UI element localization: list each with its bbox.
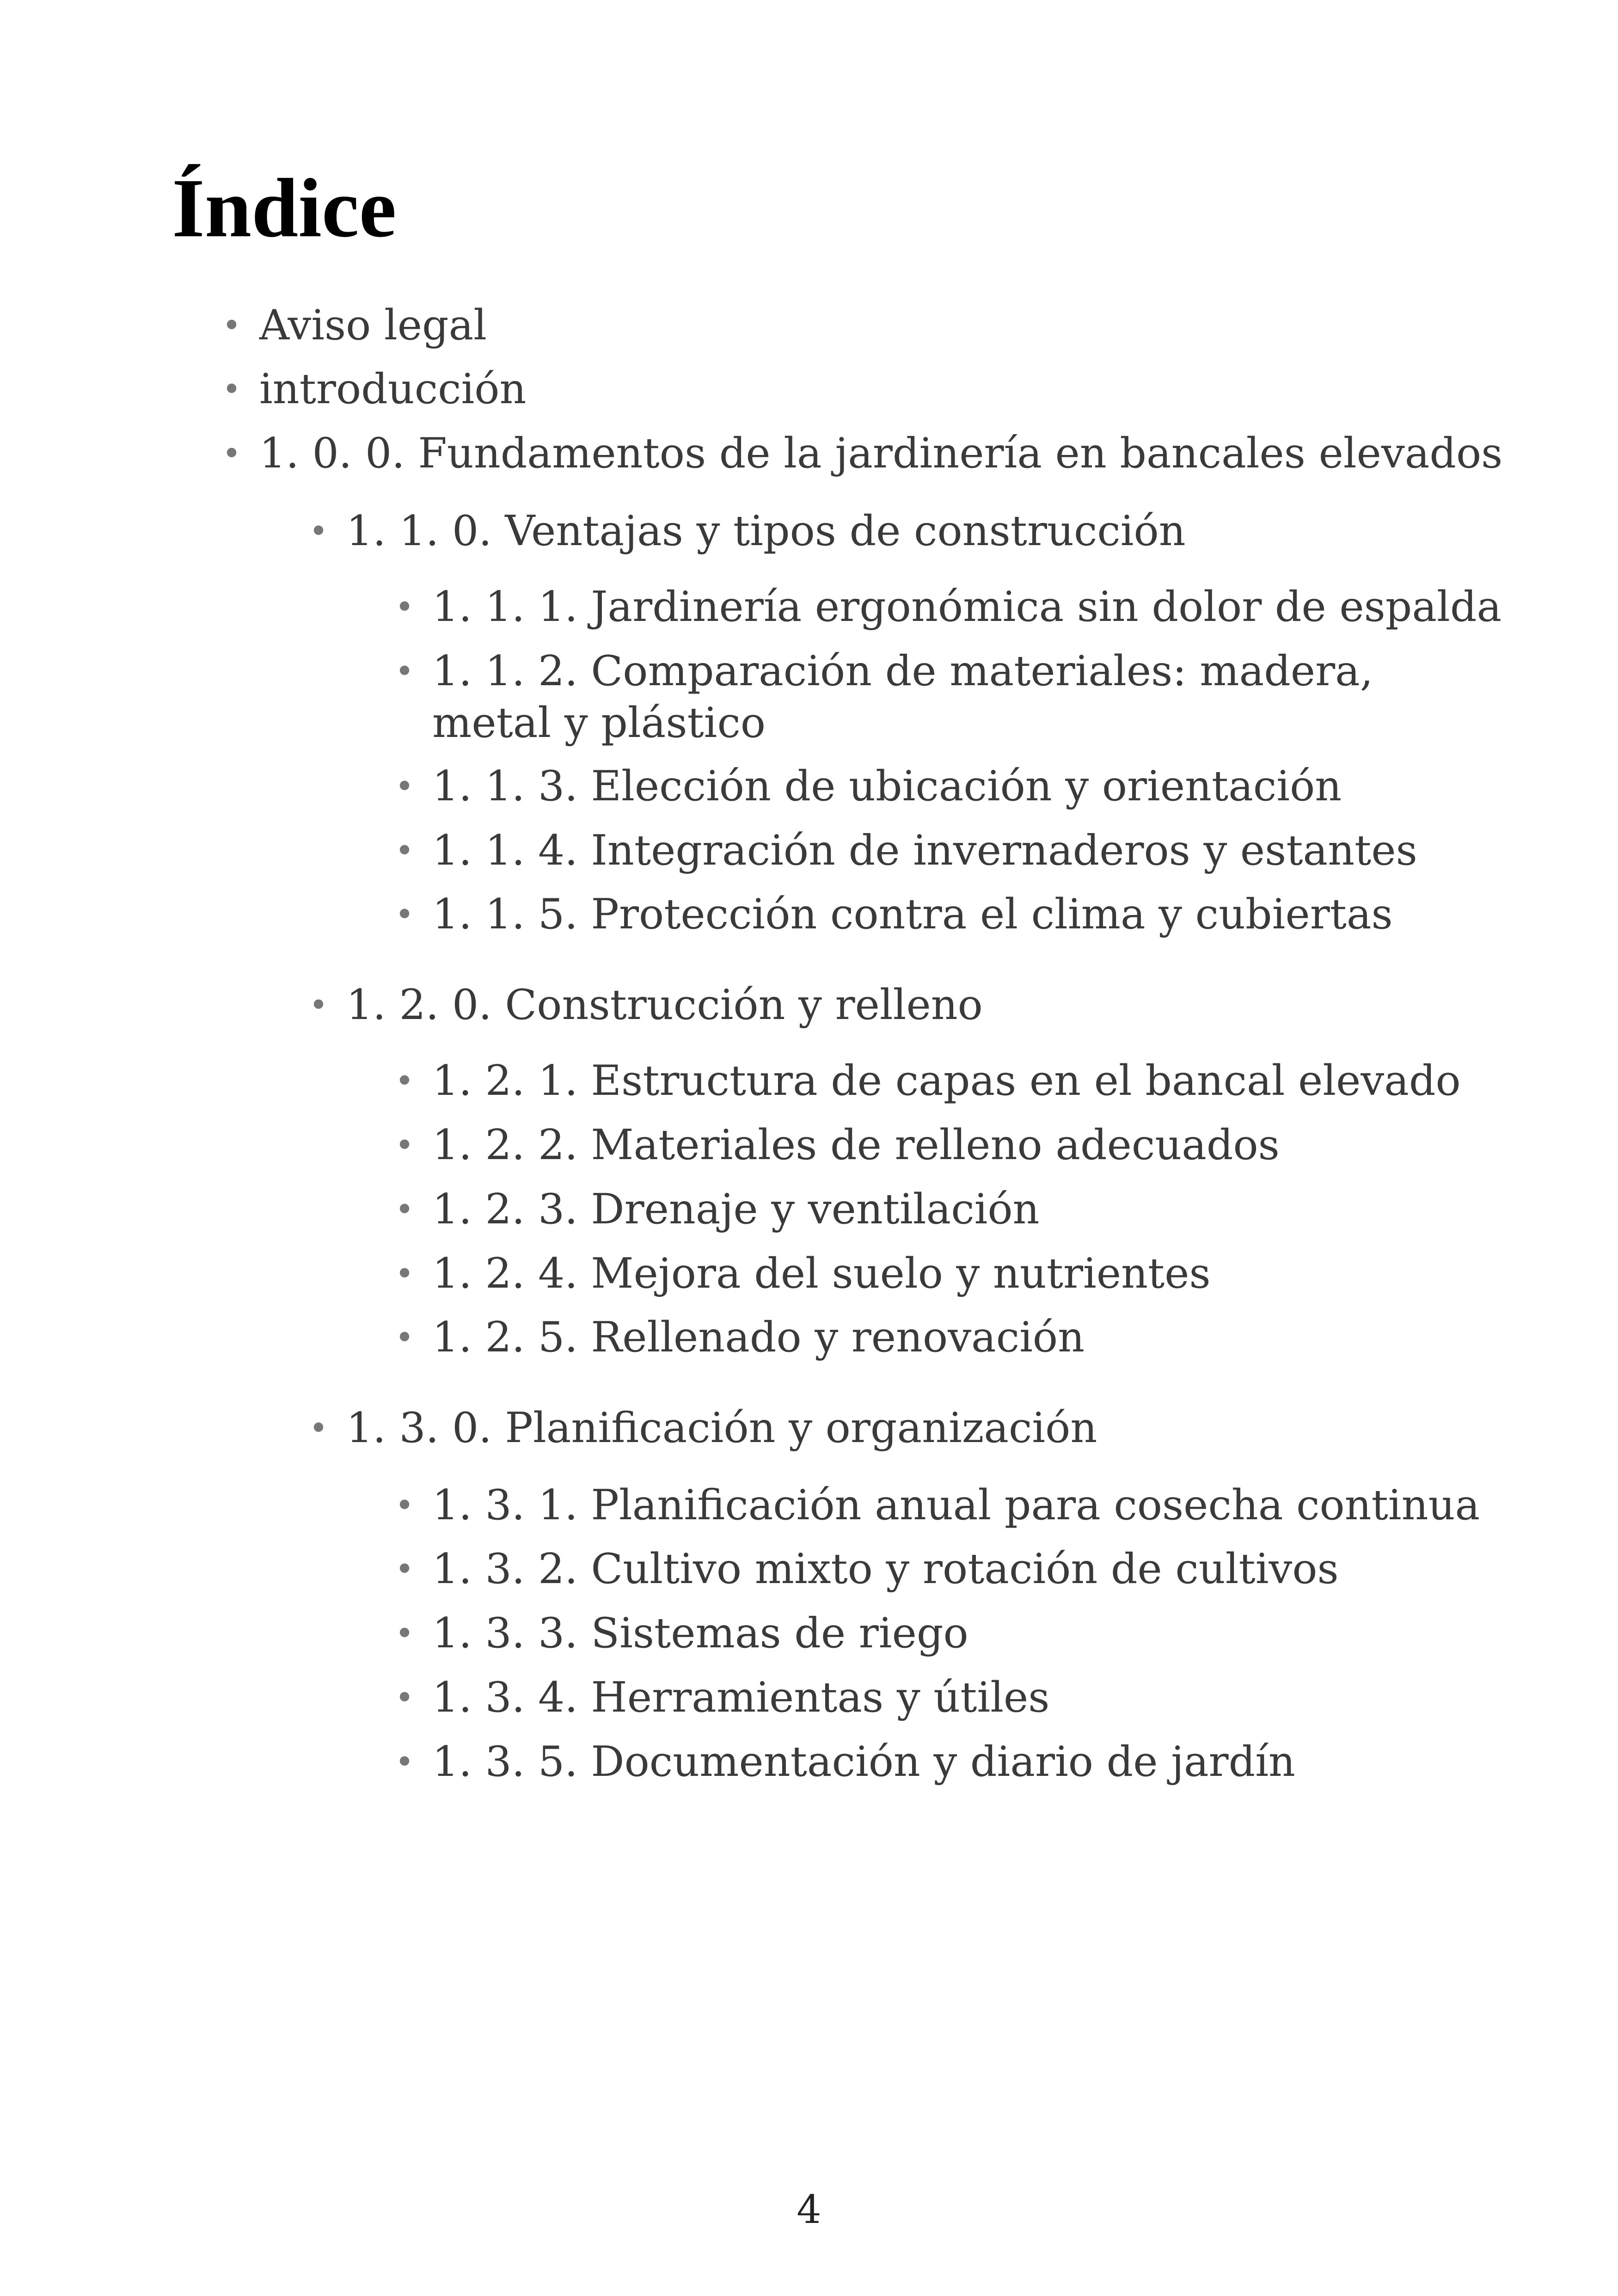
bullet-icon: • [395, 767, 414, 805]
toc-item-label: 1. 1. 0. Ventajas y tipos de construcción [346, 507, 1186, 555]
bullet-icon: • [395, 652, 414, 690]
bullet-icon: • [395, 1062, 414, 1100]
bullet-icon: • [395, 1743, 414, 1781]
bullet-icon: • [395, 832, 414, 870]
toc-item-1-1-3[interactable] [395, 761, 1342, 812]
toc-item-1-3-1[interactable] [395, 1480, 1480, 1531]
toc-item-1-2-4[interactable] [395, 1248, 1211, 1300]
toc-item-1-3-4[interactable] [395, 1672, 1050, 1724]
bullet-icon: • [222, 435, 241, 473]
toc-item-label: 1. 3. 5. Documentación y diario de jardín [432, 1737, 1296, 1786]
toc-item-label: 1. 1. 5. Protección contra el clima y cubiertas [432, 890, 1393, 939]
toc-item-label: introducción [259, 365, 527, 413]
toc-item-label: 1. 2. 0. Construcción y relleno [346, 981, 983, 1029]
toc-item-label: 1. 2. 4. Mejora del suelo y nutrientes [432, 1249, 1211, 1298]
bullet-icon: • [395, 1486, 414, 1524]
toc-item-1-3-2[interactable] [395, 1543, 1339, 1595]
toc-item-1-3-0[interactable] [309, 1402, 1097, 1454]
toc-item-label: 1. 0. 0. Fundamentos de la jardinería en bancales elevados [259, 429, 1503, 478]
bullet-icon: • [395, 1126, 414, 1164]
bullet-icon: • [395, 1255, 414, 1293]
toc-item-1-2-5[interactable] [395, 1312, 1085, 1363]
toc-item-1-3-5[interactable] [395, 1736, 1296, 1788]
toc-item-1-3-3[interactable] [395, 1608, 968, 1659]
toc-item-label: 1. 3. 3. Sistemas de riego [432, 1609, 968, 1658]
toc-item-aviso-legal[interactable] [222, 300, 487, 351]
toc-item-label: 1. 3. 2. Cultivo mixto y rotación de cultivos [432, 1545, 1339, 1593]
toc-item-introduccion[interactable] [222, 363, 527, 415]
toc-item-label: 1. 1. 4. Integración de invernaderos y estantes [432, 826, 1417, 875]
toc-item-1-2-2[interactable] [395, 1119, 1280, 1171]
toc-item-1-0-0[interactable] [222, 428, 1503, 479]
bullet-icon: • [395, 1679, 414, 1717]
bullet-icon: • [309, 512, 328, 550]
toc-item-label: 1. 1. 1. Jardinería ergonómica sin dolor de espalda [432, 583, 1502, 631]
toc-item-label: 1. 3. 0. Planificación y organización [346, 1404, 1097, 1452]
bullet-icon: • [395, 896, 414, 933]
toc-item-1-2-3[interactable] [395, 1184, 1040, 1235]
bullet-icon: • [309, 986, 328, 1024]
toc-item-label: 1. 1. 3. Elección de ubicación y orientación [432, 762, 1342, 810]
bullet-icon: • [395, 1550, 414, 1588]
toc-item-1-2-1[interactable] [395, 1055, 1461, 1107]
toc-item-1-1-2[interactable] [395, 645, 1449, 749]
page-number: 4 [797, 2187, 821, 2232]
toc-item-1-2-0[interactable] [309, 979, 983, 1031]
toc-title: Índice [172, 162, 397, 255]
toc-item-label: 1. 3. 4. Herramientas y útiles [432, 1673, 1050, 1722]
toc-item-label: 1. 1. 2. Comparación de materiales: madera, metal y plástico [432, 647, 1373, 747]
bullet-icon: • [395, 588, 414, 626]
toc-item-label: 1. 2. 3. Drenaje y ventilación [432, 1185, 1040, 1234]
toc-item-label: 1. 2. 1. Estructura de capas en el bancal elevado [432, 1056, 1461, 1105]
bullet-icon: • [309, 1409, 328, 1447]
toc-item-1-1-1[interactable] [395, 581, 1502, 633]
bullet-icon: • [395, 1615, 414, 1652]
bullet-icon: • [222, 307, 241, 344]
bullet-icon: • [222, 370, 241, 408]
bullet-icon: • [395, 1319, 414, 1357]
bullet-icon: • [395, 1191, 414, 1228]
toc-item-1-1-4[interactable] [395, 825, 1417, 877]
toc-item-1-1-0[interactable] [309, 505, 1186, 557]
toc-item-label: 1. 2. 5. Rellenado y renovación [432, 1313, 1085, 1362]
toc-item-label: Aviso legal [259, 301, 487, 350]
toc-item-label: 1. 2. 2. Materiales de relleno adecuados [432, 1121, 1280, 1169]
toc-item-label: 1. 3. 1. Planificación anual para cosecha continua [432, 1481, 1480, 1529]
toc-item-1-1-5[interactable] [395, 889, 1393, 940]
